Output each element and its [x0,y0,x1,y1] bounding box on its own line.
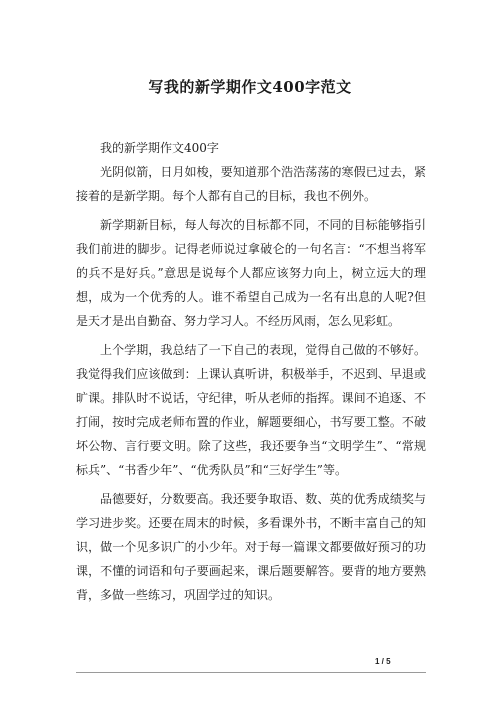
paragraph-3: 上个学期，我总结了一下自己的表现，觉得自己做的不够好。我觉得我们应该做到：上课认真听讲，积极举手，不迟到、早退或旷课。排队时不说话，守纪律，听从老师的指挥。课间不追逐、不打闹，按时完成老师布置的作业，解题要细心，书写要工整。不破坏公物、言行要文明。除了这些，我还要争当“文明学生”、“常规标兵”、“书香少年”、“优秀队员”和“三好学生”等。 [76,343,426,477]
paragraph-2: 新学期新目标，每人每次的目标都不同，不同的目标能够指引我们前进的脚步。记得老师说过拿破仑的一句名言：“不想当将军的兵不是好兵。”意思是说每个人都应该努力向上，树立远大的理想，成为一个优秀的人。谁不希望自己成为一名有出息的人呢?但是天才是出自勤奋、努力学习人。不经历风雨，怎么见彩虹。 [76,218,426,328]
paragraph-1: 光阴似箭，日月如梭，要知道那个浩浩荡荡的寒假已过去，紧接着的是新学期。每个人都有自己的目标，我也不例外。 [76,165,426,203]
document-body [76,136,426,612]
page-number: 1 / 5 [375,657,391,666]
document-title: 写我的新学期作文400字范文 [148,78,352,96]
footer-divider [76,672,426,673]
essay-subtitle: 我的新学期作文400字 [100,141,219,155]
paragraph-4: 品德要好，分数要高。我还要争取语、数、英的优秀成绩奖与学习进步奖。还要在周末的时候，多看课外书，不断丰富自己的知识，做一个见多识广的小少年。对于每一篇课文都要做好预习的功课，不懂的词语和句子要画起来，课后题要解答。要背的地方要熟背，多做一些练习，巩固学过的知识。 [76,492,426,602]
